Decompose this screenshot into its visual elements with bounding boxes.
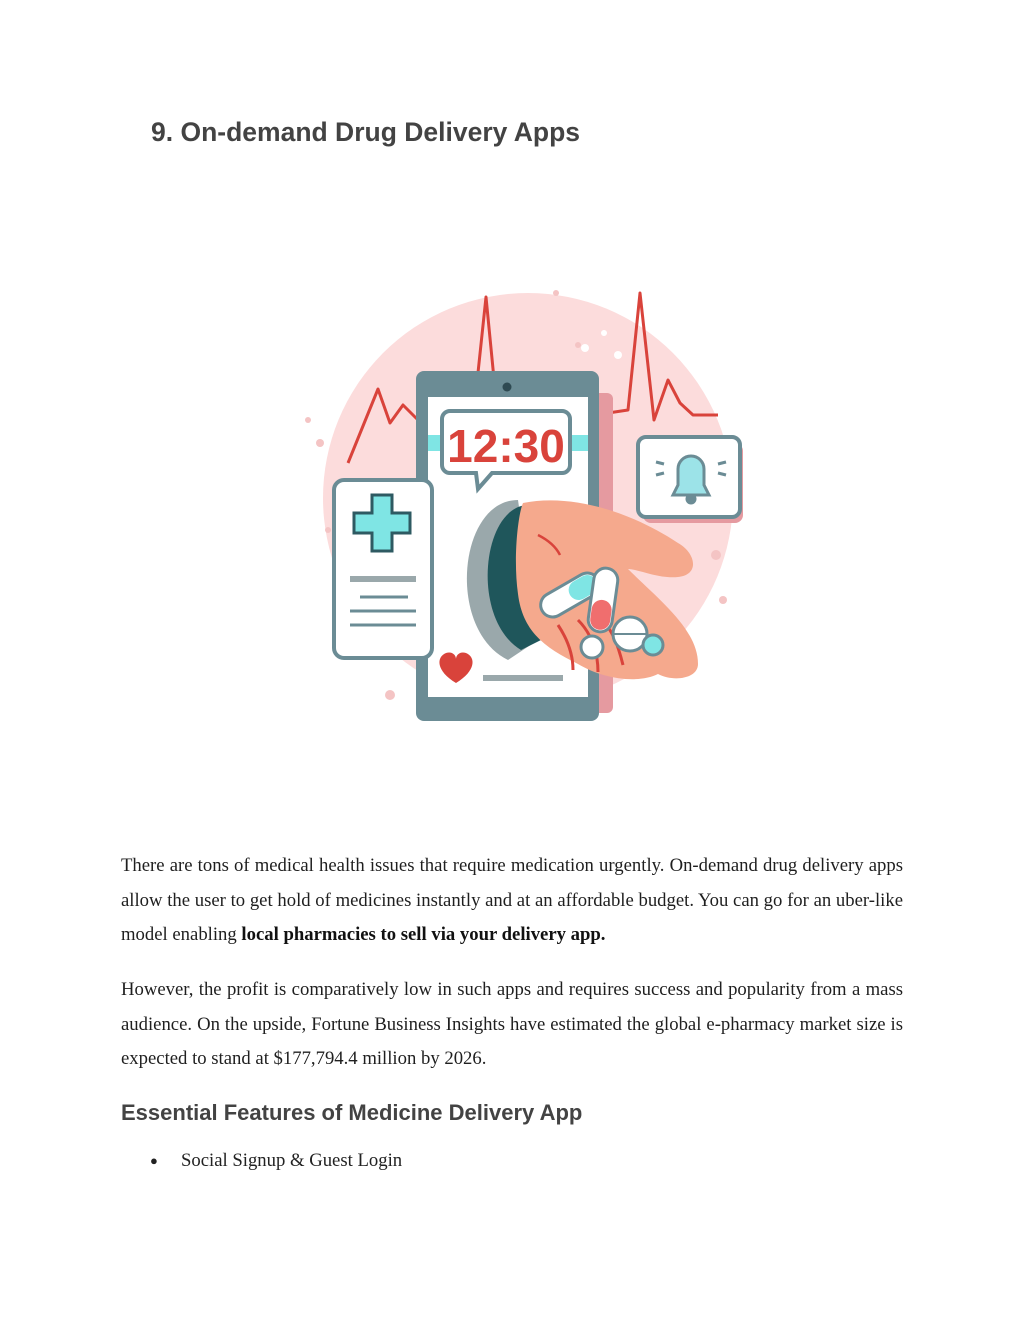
intro-text: There are tons of medical health issues that require medication urgently. On-demand drug delivery apps allow the user to get hold of medicines instantly and at an affordable budget. You can go for an uber-like model enabling xyxy=(121,855,903,945)
market-paragraph: However, the profit is comparatively low in such apps and requires success and popularity from a mass audience. On the upside, Fortune Business Insights have estimated the global e-pharmacy market size is expected to stand at $177,794.4 million by 2026. xyxy=(121,979,903,1069)
intro-bold-text: local pharmacies to sell via your delivery app. xyxy=(241,924,606,945)
list-item xyxy=(121,1146,402,1176)
section-heading: Essential Features of Medicine Delivery App xyxy=(121,1100,583,1125)
feature-list xyxy=(121,1146,402,1176)
page-title: 9. On-demand Drug Delivery Apps xyxy=(151,117,580,147)
bullet-icon: ● xyxy=(150,1153,158,1168)
clock-text: 12:30 xyxy=(447,420,565,472)
feature-label: Social Signup & Guest Login xyxy=(181,1150,403,1171)
drug-delivery-illustration xyxy=(298,285,748,725)
intro-paragraph xyxy=(121,849,903,953)
